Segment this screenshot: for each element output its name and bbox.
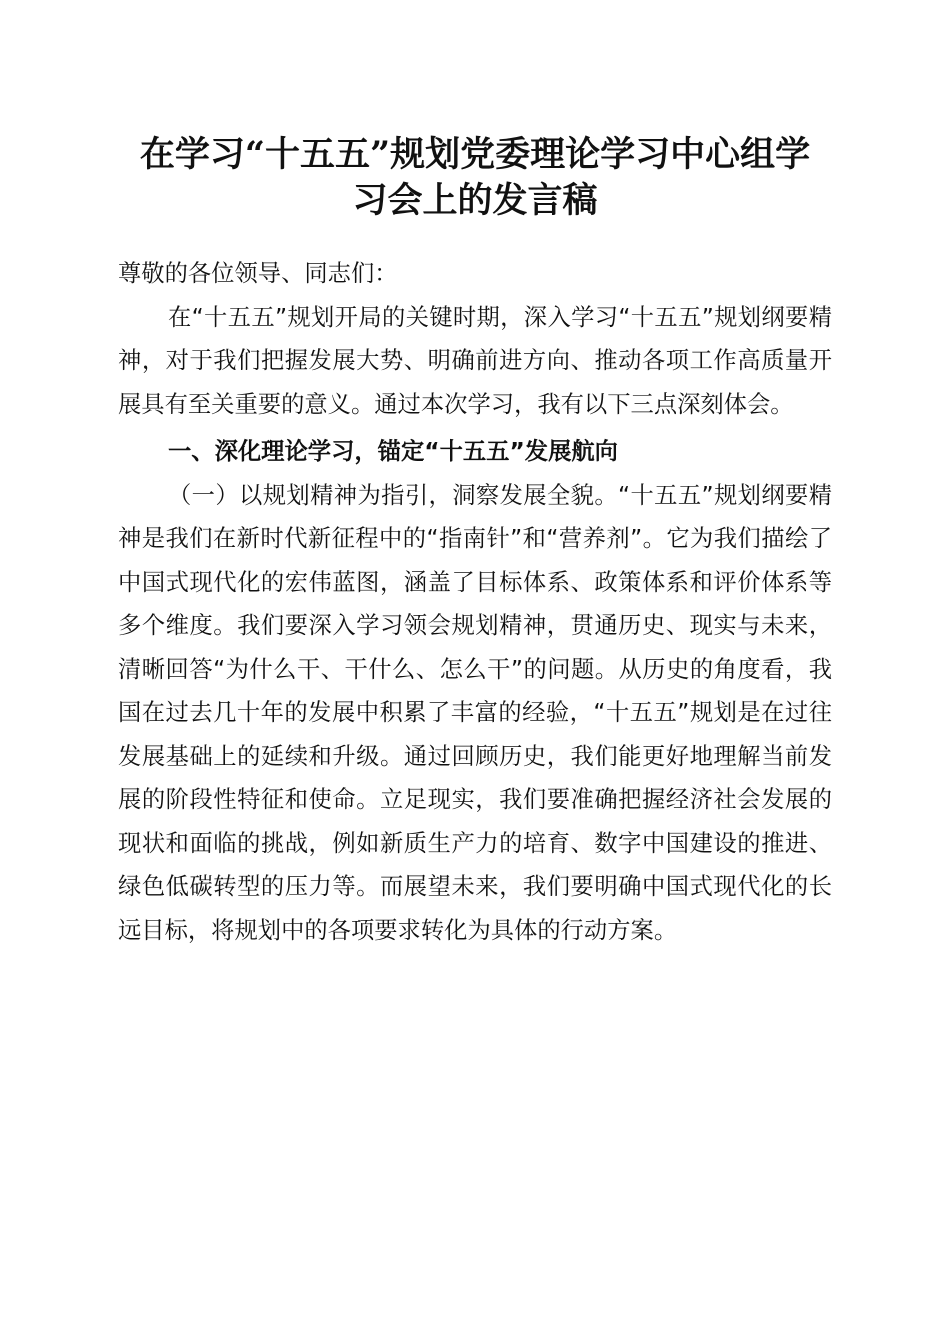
document-body bbox=[118, 252, 832, 952]
subsection-paragraph-1: （一）以规划精神为指引，洞察发展全貌。“十五五”规划纲要精神是我们在新时代新征程中的“指南针”和“营养剂”。它为我们描绘了中国式现代化的宏伟蓝图，涵盖了目标体系、政策体系和评价体系等多个维度。我们要深入学习领会规划精神，贯通历史、现实与未来，清晰回答“为什么干、干什么、怎么干”的问题。从历史的角度看，我国在过去几十年的发展中积累了丰富的经验，“十五五”规划是在过往发展基础上的延续和升级。通过回顾历史，我们能更好地理解当前发展的阶段性特征和使命。立足现实，我们要准确把握经济社会发展的现状和面临的挑战，例如新质生产力的培育、数字中国建设的推进、绿色低碳转型的压力等。而展望未来，我们要明确中国式现代化的长远目标，将规划中的各项要求转化为具体的行动方案。 bbox=[118, 481, 832, 944]
intro-paragraph: 在“十五五”规划开局的关键时期，深入学习“十五五”规划纲要精神，对于我们把握发展大势、明确前进方向、推动各项工作高质量开展具有至关重要的意义。通过本次学习，我有以下三点深刻体会。 bbox=[118, 303, 832, 418]
greeting: 尊敬的各位领导、同志们： bbox=[118, 260, 398, 287]
title-line-1: 在学习“十五五”规划党委理论学习中心组学 bbox=[139, 134, 811, 175]
section-heading-1: 一、深化理论学习，锚定“十五五”发展航向 bbox=[168, 438, 618, 465]
document-title bbox=[95, 132, 855, 224]
title-line-2: 习会上的发言稿 bbox=[352, 180, 598, 221]
